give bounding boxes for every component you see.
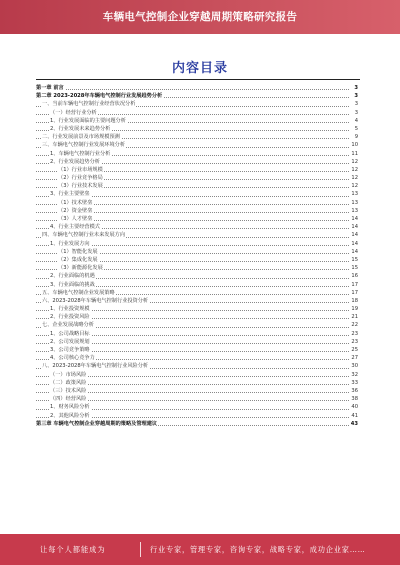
toc-entry[interactable]: [36, 338, 358, 346]
toc-entry[interactable]: [36, 199, 358, 207]
toc-entry-title: 2、行业投资风险: [50, 314, 90, 321]
toc-entry[interactable]: [36, 215, 358, 223]
toc-entry-page: 19: [351, 306, 358, 313]
toc-entry-page: 16: [351, 273, 358, 280]
toc-entry[interactable]: [36, 420, 358, 428]
toc-entry-page: 3: [354, 109, 358, 116]
toc-entry-title: 2、公司发展规划: [50, 338, 90, 345]
toc-entry[interactable]: [36, 412, 358, 420]
toc-entry[interactable]: [36, 117, 358, 125]
toc-entry[interactable]: [36, 256, 358, 264]
toc-entry-title: （3）新能源化发展: [58, 265, 103, 272]
toc-heading: 内容目录: [171, 61, 228, 76]
toc-entry-page: 14: [351, 232, 358, 239]
toc-entry-title: （三）技术风险: [50, 387, 87, 394]
toc-entry[interactable]: [36, 141, 358, 149]
toc-entry[interactable]: [36, 190, 358, 198]
toc-entry-page: 30: [351, 363, 358, 370]
toc-entry-title: （一）经营行业分析: [50, 109, 97, 116]
toc-entry-title: 四、车辆电气控制行业未来发展方向: [42, 232, 126, 239]
toc-entry-page: 15: [351, 256, 358, 263]
toc-entry-page: 41: [351, 412, 358, 419]
toc-entry-page: 4: [354, 117, 358, 124]
toc-entry[interactable]: [36, 403, 358, 411]
toc-entry[interactable]: [36, 346, 358, 354]
toc-entry-title: 三、车辆电气控制行业发展环境分析: [42, 142, 126, 149]
toc-entry-page: 40: [351, 404, 358, 411]
toc-entry-title: 1、公司战略目标: [50, 330, 90, 337]
toc-entry[interactable]: [36, 297, 358, 305]
toc-entry[interactable]: [36, 379, 358, 387]
footer-banner: [0, 534, 400, 565]
toc-entry[interactable]: [36, 240, 358, 248]
toc-entry-title: 3、行业面临的挑战: [50, 281, 95, 288]
toc-entry-title: 1、财务风险分析: [50, 404, 90, 411]
toc-entry-title: 4、行业主要经营模式: [50, 224, 100, 231]
toc-entry-page: 12: [351, 158, 358, 165]
toc-entry[interactable]: [36, 321, 358, 329]
toc-entry-page: 10: [351, 142, 358, 149]
report-header: [0, 0, 400, 34]
toc-entry-page: 36: [351, 387, 358, 394]
toc-entry-page: 23: [351, 338, 358, 345]
footer-slogan-left: 让每个人都能成为: [40, 545, 106, 554]
toc-entry-title: 五、车辆电气控制企业发展策略: [42, 289, 115, 296]
toc-entry[interactable]: [36, 264, 358, 272]
toc-entry[interactable]: [36, 223, 358, 231]
toc-entry-page: 13: [351, 191, 358, 198]
footer-divider: [140, 542, 141, 557]
toc-entry-title: （2）行业竞争格局: [58, 175, 103, 182]
toc-entry-page: 38: [351, 396, 358, 403]
toc-entry[interactable]: [36, 174, 358, 182]
toc-entry-title: 第三章 车辆电气控制企业穿越周期的策略及管理建议: [36, 420, 158, 427]
toc-entry-page: 14: [351, 224, 358, 231]
toc-entry-title: （四）经营风险: [50, 396, 87, 403]
toc-entry[interactable]: [36, 109, 358, 117]
toc-entry-title: 3、公司竞争策略: [50, 347, 90, 353]
toc-entry-title: 六、2023-2028年车辆电气控制行业投资分析: [42, 297, 149, 304]
toc-entry[interactable]: [36, 289, 358, 297]
toc-divider: [36, 79, 360, 80]
toc-entry-page: 3: [354, 93, 358, 100]
toc-entry[interactable]: [36, 354, 358, 362]
toc-entry[interactable]: [36, 395, 358, 403]
toc-entry[interactable]: [36, 281, 358, 289]
toc-entry-page: 3: [354, 101, 358, 108]
toc-entry-page: 17: [351, 281, 358, 288]
toc-entry-page: 13: [351, 199, 358, 206]
toc-entry[interactable]: [36, 158, 358, 166]
report-title: 车辆电气控制企业穿越周期策略研究报告: [102, 11, 298, 23]
toc-entry[interactable]: [36, 150, 358, 158]
toc-entry-title: 2、行业发展趋势分析: [50, 158, 100, 165]
toc-entry[interactable]: [36, 362, 358, 370]
toc-entry-page: 22: [351, 322, 358, 329]
toc-entry-page: 27: [351, 355, 358, 362]
toc-entry-page: 12: [351, 175, 358, 182]
toc-entry[interactable]: [36, 166, 358, 174]
toc-entry[interactable]: [36, 125, 358, 133]
toc-entry-title: 1、行业发展面临的主要问题分析: [50, 117, 126, 124]
toc-entry-page: 25: [351, 347, 358, 353]
toc-entry-title: （2）集成化发展: [58, 256, 98, 263]
toc-entry-title: （1）行业市场规模: [58, 166, 103, 173]
toc-entry-title: 八、2023-2028年车辆电气控制行业风险分析: [42, 363, 149, 370]
toc-entry[interactable]: [36, 272, 358, 280]
toc-entry-title: 4、公司核心竞争力: [50, 355, 95, 362]
toc-entry[interactable]: [36, 84, 358, 92]
toc-entry-page: 9: [354, 134, 358, 141]
toc-entry-page: 12: [351, 166, 358, 173]
toc-entry[interactable]: [36, 313, 358, 321]
toc-entry-page: 33: [351, 379, 358, 386]
toc-entry-title: 3、行业主要壁垒: [50, 191, 90, 198]
toc-leader-dots: [36, 89, 349, 90]
toc-entry-page: 5: [354, 125, 358, 132]
toc-entry[interactable]: [36, 371, 358, 379]
toc-entry-page: 18: [351, 297, 358, 304]
toc-entry-page: 14: [351, 248, 358, 255]
toc-entry-title: 第一章 前言: [36, 85, 64, 91]
toc-entry[interactable]: [36, 231, 358, 239]
toc-entry-title: 2、其他风险分析: [50, 412, 90, 419]
toc-entry-page: 14: [351, 216, 358, 222]
toc-entry-page: 15: [351, 265, 358, 272]
toc-entry-title: （3）行业技术发展: [58, 183, 103, 190]
toc-entry[interactable]: [36, 92, 358, 100]
toc-entry-title: 一、当前车辆电气控制行业经营状况分析: [42, 101, 136, 108]
toc-entry[interactable]: [36, 100, 358, 108]
footer-slogan-right: 行业专家，管理专家，咨询专家，战略专家，成功企业家……: [150, 545, 366, 554]
toc-entry-title: 1、车辆电气控制行业分析: [50, 150, 111, 157]
toc-entry-page: 3: [354, 85, 358, 91]
toc-entry[interactable]: [36, 133, 358, 141]
toc-entry-title: 第二章 2023-2028年车辆电气控制行业发展趋势分析: [36, 93, 163, 100]
toc-entry-title: （一）市场风险: [50, 371, 87, 378]
toc-entry-page: 32: [351, 371, 358, 378]
toc-entry[interactable]: [36, 182, 358, 190]
toc-entry[interactable]: [36, 330, 358, 338]
toc-entry-title: 1、行业投资规模: [50, 306, 90, 313]
toc-entry-title: （二）政策风险: [50, 379, 87, 386]
toc-entry-page: 43: [350, 420, 358, 427]
toc-entry-title: （1）智能化发展: [58, 248, 98, 255]
toc-entry-title: 七、企业发展战略分析: [42, 322, 94, 329]
toc-entry-page: 17: [351, 289, 358, 296]
toc-entry-page: 14: [351, 240, 358, 247]
toc-entry-page: 21: [351, 314, 358, 321]
toc-entry-page: 13: [351, 207, 358, 214]
toc-entry[interactable]: [36, 248, 358, 256]
toc-entry-page: 11: [351, 150, 358, 157]
toc-entry-title: 2、行业面临的机遇: [50, 273, 95, 280]
toc-entry[interactable]: [36, 305, 358, 313]
toc-entry-title: 二、行业发展前景及市场规模预测: [42, 134, 120, 141]
toc-entry[interactable]: [36, 207, 358, 215]
toc-entry-title: （3）人才壁垒: [58, 216, 93, 222]
toc-entry[interactable]: [36, 387, 358, 395]
table-of-contents: [36, 84, 358, 428]
toc-entry-title: 2、行业发展未来趋势分析: [50, 125, 111, 132]
toc-entry-title: （1）技术壁垒: [58, 199, 93, 206]
toc-entry-page: 12: [351, 183, 358, 190]
toc-entry-page: 23: [351, 330, 358, 337]
toc-entry-title: 1、行业发展方向: [50, 240, 90, 247]
toc-entry-title: （2）资金壁垒: [58, 207, 93, 214]
